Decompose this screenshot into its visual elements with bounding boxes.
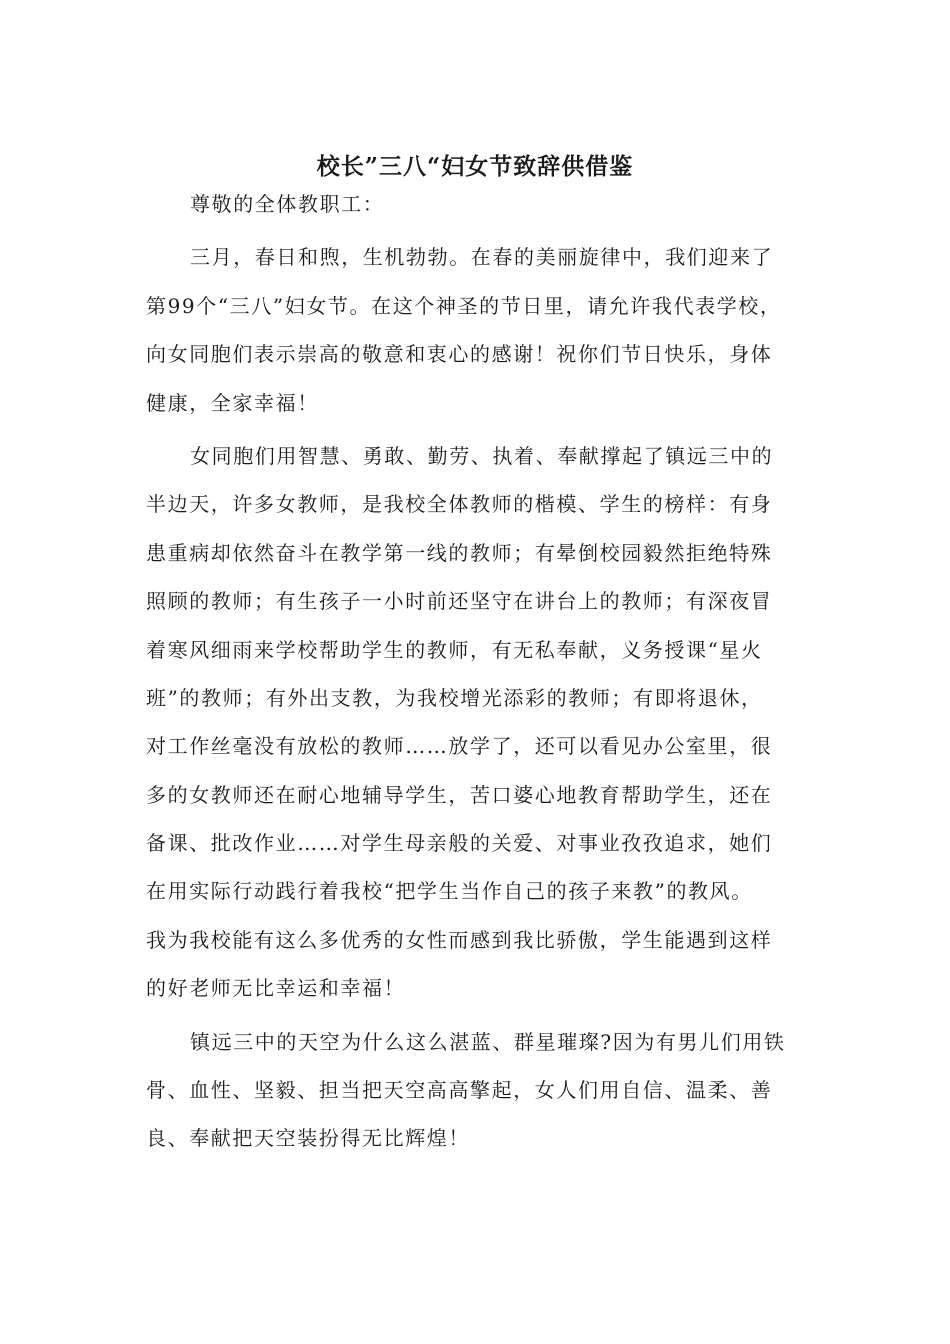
paragraph-line: 女同胞们用智慧、勇敢、勤劳、执着、奉献撑起了镇远三中的 (190, 443, 774, 468)
paragraph-line: 我为我校能有这么多优秀的女性而感到我比骄傲，学生能遇到这样 (146, 927, 773, 952)
paragraph-line: 的好老师无比幸运和幸福！ (146, 976, 406, 1001)
salutation: 尊敬的全体教职工： (190, 192, 385, 216)
paragraph-line: 在用实际行动践行着我校“把学生当作自己的孩子来教”的教风。 (146, 879, 753, 904)
paragraph-line: 三月，春日和煦，生机勃勃。在春的美丽旋律中，我们迎来了 (190, 245, 774, 270)
paragraph-line: 患重病却依然奋斗在教学第一线的教师；有晕倒校园毅然拒绝特殊 (146, 540, 773, 565)
paragraph-line: 骨、血性、坚毅、担当把天空高高擎起，女人们用自信、温柔、善 (146, 1078, 773, 1103)
paragraph-2 (146, 432, 812, 1013)
paragraph-line: 第99个“三八”妇女节。在这个神圣的节日里，请允许我代表学校， (146, 293, 782, 318)
paragraph-1 (146, 233, 812, 427)
paragraph-line: 良、奉献把天空装扮得无比辉煌！ (146, 1126, 470, 1151)
paragraph-line: 备课、批改作业……对学生母亲般的关爱、对事业孜孜追求，她们 (146, 831, 773, 856)
paragraph-line: 半边天，许多女教师，是我校全体教师的楷模、学生的榜样：有身 (146, 492, 773, 517)
document-body (146, 180, 812, 1163)
document-title: 校长”三八“妇女节致辞供借鉴 (316, 153, 634, 180)
paragraph-line: 镇远三中的天空为什么这么湛蓝、群星璀璨?因为有男儿们用铁 (190, 1029, 786, 1054)
paragraph-line: 班”的教师；有外出支教，为我校增光添彩的教师；有即将退休， (146, 685, 763, 710)
paragraph-line: 健康，全家幸福！ (146, 390, 319, 415)
paragraph-line: 照顾的教师；有生孩子一小时前还坚守在讲台上的教师；有深夜冒 (146, 589, 773, 614)
paragraph-3 (146, 1018, 812, 1163)
paragraph-line: 多的女教师还在耐心地辅导学生，苦口婆心地教育帮助学生，还在 (146, 782, 773, 807)
paragraph-line: 向女同胞们表示崇高的敬意和衷心的感谢！祝你们节日快乐，身体 (146, 342, 773, 367)
paragraph-line: 对工作丝毫没有放松的教师……放学了，还可以看见办公室里，很 (146, 734, 773, 759)
paragraph-line: 着寒风细雨来学校帮助学生的教师，有无私奉献，义务授课“星火 (146, 637, 763, 662)
